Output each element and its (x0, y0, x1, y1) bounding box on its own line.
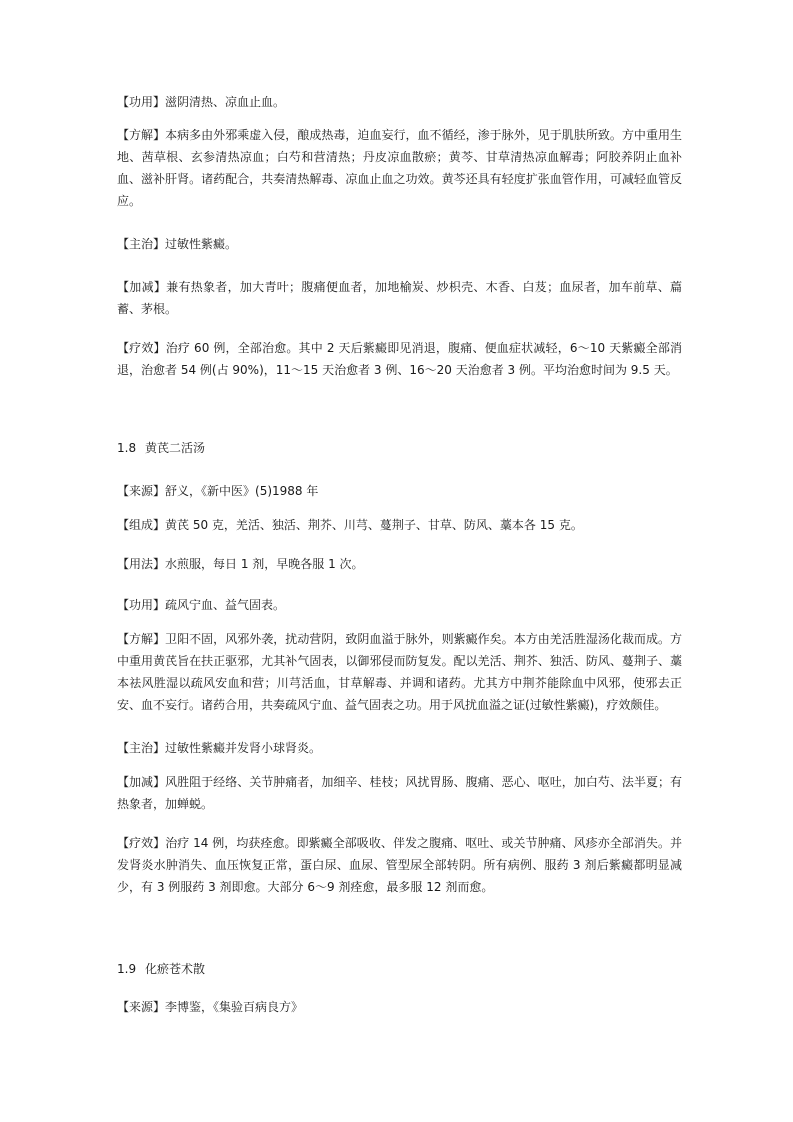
text: 水煎服，每日 1 剂，早晚各服 1 次。 (165, 557, 364, 571)
paragraph-modification (117, 276, 682, 320)
paragraph-modification (117, 771, 682, 815)
label: 【加减】 (117, 280, 167, 294)
label: 【用法】 (117, 557, 166, 571)
label: 【疗效】 (117, 341, 166, 355)
paragraph-source (117, 480, 682, 502)
text: 黄芪 50 克，羌活、独活、荆芥、川芎、蔓荆子、甘草、防风、藁本各 15 克。 (165, 518, 583, 532)
paragraph-composition (117, 514, 682, 536)
label: 【来源】 (117, 484, 166, 498)
paragraph-efficacy (117, 337, 682, 381)
label: 【方解】 (117, 128, 166, 142)
label: 【疗效】 (117, 836, 166, 850)
label: 【功用】 (117, 598, 166, 612)
text: 本病多由外邪乘虚入侵，酿成热毒，迫血妄行，血不循经，渗于脉外，见于肌肤所致。方中重用生地、茜草根、玄参清热凉血；白芍和营清热；丹皮凉血散瘀；黄芩、甘草清热凉血解毒；阿胶养阴止血补血、滋补肝肾。诸药配合，共奏清热解毒、凉血止血之功效。黄芩还具有轻度扩张血管作用，可减轻血管反应。 (117, 128, 682, 208)
paragraph-source (117, 996, 682, 1018)
paragraph-efficacy (117, 832, 682, 898)
text: 舒义，《新中医》(5)1988 年 (165, 484, 319, 498)
label: 【方解】 (117, 632, 166, 646)
text: 李博鉴，《集验百病良方》 (165, 1000, 304, 1014)
text: 疏风宁血、益气固表。 (165, 598, 286, 612)
text: 兼有热象者，加大青叶；腹痛便血者，加地榆炭、炒枳壳、木香、白芨；血尿者，加车前草、萹蓄、茅根。 (117, 280, 682, 316)
text: 卫阳不固，风邪外袭，扰动营阴，致阴血溢于脉外，则紫癜作矣。本方由羌活胜湿汤化裁而成。方中重用黄芪旨在扶正驱邪，尤其补气固表，以御邪侵而防复发。配以羌活、荆芥、独活、防风、蔓荆子、藁本祛风胜湿以疏风安血和营；川芎活血，甘草解毒、并调和诸药。尤其方中荆芥能除血中风邪，使邪去正安、血不妄行。诸药合用，共奏疏风宁血、益气固表之功。用于风扰血溢之证(过敏性紫癜)，疗效颇佳。 (117, 632, 682, 712)
label: 【主治】 (117, 741, 166, 755)
section-heading-1-9 (117, 958, 682, 980)
text: 滋阴清热、凉血止血。 (165, 95, 286, 109)
label: 【主治】 (117, 237, 166, 251)
section-heading-1-8 (117, 437, 682, 459)
label: 【来源】 (117, 1000, 166, 1014)
label: 【加减】 (117, 775, 166, 789)
text: 过敏性紫癜。 (165, 237, 238, 251)
section-number: 1.8 (117, 441, 137, 455)
text: 治疗 14 例，均获痊愈。即紫癜全部吸收、伴发之腹痛、呕吐、或关节肿痛、风疹亦全部消失。并发肾炎水肿消失、血压恢复正常，蛋白尿、血尿、管型尿全部转阴。所有病例、服药 3 剂后紫癜都明显减少，有 3 例服药 3 剂即愈。大部分 6～9 剂痊愈，最多服 12 剂而愈。 (117, 836, 682, 894)
section-number: 1.9 (117, 962, 137, 976)
paragraph-indication (117, 737, 682, 759)
label: 【功用】 (117, 95, 166, 109)
paragraph-usage (117, 553, 682, 575)
label: 【组成】 (117, 518, 166, 532)
text: 过敏性紫癜并发肾小球肾炎。 (165, 741, 322, 755)
paragraph-effect (117, 91, 682, 113)
paragraph-effect (117, 594, 682, 616)
section-title: 化瘀苍术散 (145, 962, 206, 976)
paragraph-indication (117, 233, 682, 255)
text: 治疗 60 例，全部治愈。其中 2 天后紫癜即见消退，腹痛、便血症状减轻，6～10 天紫癜全部消退，治愈者 54 例(占 90%)，11～15 天治愈者 3 例、16～20 天治愈者 3 例。平均治愈时间为 9.5 天。 (117, 341, 682, 377)
text: 风胜阻于经络、关节肿痛者，加细辛、桂枝；风扰胃肠、腹痛、恶心、呕吐，加白芍、法半夏；有热象者，加蝉蜕。 (117, 775, 682, 811)
section-title: 黄芪二活汤 (145, 441, 206, 455)
paragraph-explanation (117, 628, 682, 716)
paragraph-explanation (117, 124, 682, 212)
